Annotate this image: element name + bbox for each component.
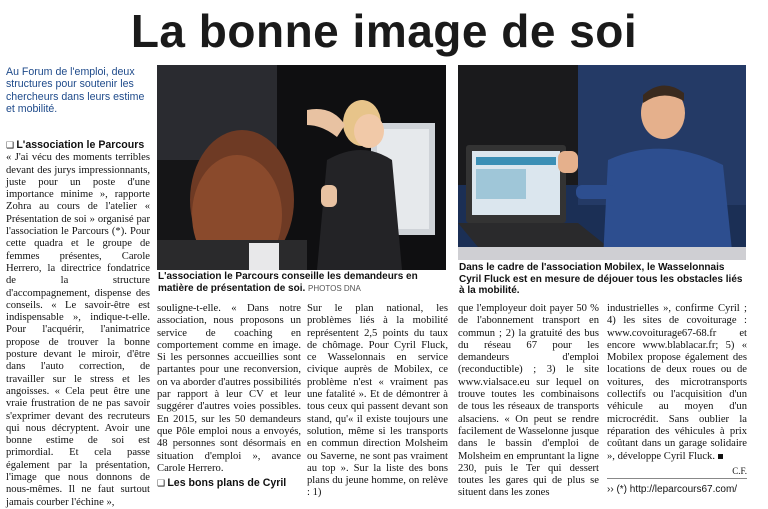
photo-parcours-illustration bbox=[157, 65, 446, 270]
lead-paragraph: Au Forum de l'emploi, deux structures pour soutenir les chercheurs dans leurs estime et mobilité. bbox=[6, 66, 145, 115]
section-title: L'association le Parcours bbox=[16, 139, 145, 151]
photo-credit: PHOTOS DNA bbox=[308, 283, 361, 293]
caption-text: Dans le cadre de l'association Mobilex, le Wasselonnais Cyril Fluck est en mesure de déjouer tous les obstacles liés à la mobilité. bbox=[459, 262, 743, 296]
article-column-1 bbox=[6, 139, 150, 509]
column-text: souligne-t-elle. « Dans notre association, nous proposons un service de coaching en comportement comme en image. Si les personnes accueillies sont partantes pour une reconversion, on va aborder d'autres possibilités par rapport à leur CV et leur suggérer d'autres voies possibles. En 2015, sur les 50 demandeurs que Pôle emploi nous a envoyés, 48 personnes sont désormais en situation d'emploi », avance Carole Herrero. bbox=[157, 303, 301, 474]
signature: C.F. bbox=[732, 465, 747, 476]
column-text: industrielles », confirme Cyril ; 4) les sites de covoiturage : www.covoiturage67-68.fr et encore www.blablacar.fr; 5) « Mobilex propose également des locations de deux roues ou de voitures, des microtransports collectifs ou l'acquisition d'un véhicule au moyen d'un microcrédit. Sans oublier la réparation des véhicules à prix coûtant dans un garage solidaire », développe Cyril Fluck. bbox=[607, 303, 747, 462]
headline: La bonne image de soi bbox=[130, 5, 638, 57]
photo-parcours bbox=[157, 65, 446, 270]
footnote-divider bbox=[607, 478, 747, 479]
footnote bbox=[607, 484, 757, 496]
section-title: Les bons plans de Cyril bbox=[167, 477, 287, 490]
section-bullet-icon: ❑ bbox=[6, 140, 17, 150]
caption-text: L'association le Parcours conseille les demandeurs en matière de présentation de soi. bbox=[158, 271, 418, 294]
article-column-5 bbox=[607, 303, 747, 477]
photo-mobilex bbox=[458, 65, 746, 260]
column-text: que l'employeur doit payer 50 % de l'abonnement transport en commun ; 2) la gratuité des bus du réseau 67 pour les demandeurs d'emploi (reconductible) ; 3) le site www.vialsace.eu sur lequel on trouve toutes les combinaisons de tous les réseaux de transports alsaciens. « On peut se rendre facilement de Wasselonne jusque dans le bassin d'emploi de Molsheim en empruntant la ligne 230, puis le Ter qui dessert toutes les gares qui de plus se situent dans les zones bbox=[458, 303, 599, 499]
footnote-text: (*) http://leparcours67.com/ bbox=[616, 484, 738, 495]
footnote-arrow-icon: ›› bbox=[607, 484, 617, 495]
photo-mobilex-illustration bbox=[458, 65, 746, 260]
column-text: Sur le plan national, les problèmes liés à la mobilité représentent 2,5 points du taux de chômage. Pour Cyril Fluck, ce Wasselonnais en service civique auprès de Mobilex, ce problème n'est « vraiment pas une fatalité ». Et de démontrer à tous ceux qui passent devant son stand, qu'« il existe toujours une solution, même si les transports en commun direction Molsheim ou Saverne, ne sont pas vraiment au top ». Sur la liste des bons plans du jeune homme, on relève : 1) bbox=[307, 303, 448, 499]
article-column-2 bbox=[157, 303, 301, 490]
end-mark-icon bbox=[718, 454, 723, 459]
photo-parcours-caption bbox=[158, 271, 448, 294]
article-column-3 bbox=[307, 303, 448, 500]
article-column-4 bbox=[458, 303, 599, 500]
photo-mobilex-caption bbox=[459, 262, 749, 297]
section-bullet-icon: ❑ bbox=[157, 478, 168, 489]
column-text: « J'ai vécu des moments terribles devant des jurys impressionnants, juste pour un poste d'une importance minime », rapporte Zohra au cours de l'atelier « Présentation de soi » organisé par l'association le Parcours (*). Pour cette quadra et le groupe de femmes présentes, Carole Herrero, la directrice fondatrice de la structure d'accompagnement, dispense des conseils. « Le savoir-être est indispensable », indique-t-elle. Pour l'acquérir, l'animatrice propose de trouver la bonne posture devant le miroir, d'être dans l'auto correction, de travailler sur le stress et les angoisses. « Cela peut être une vraie frustration de ne pas savoir s'exprimer devant des recruteurs qui nous décryptent. Avoir une bonne estime de soi est primordial. Et cela passe également par la présentation, l'image que nous donnons de nous-mêmes. Il ne faut surtout jamais courber l'échine », bbox=[6, 152, 150, 508]
